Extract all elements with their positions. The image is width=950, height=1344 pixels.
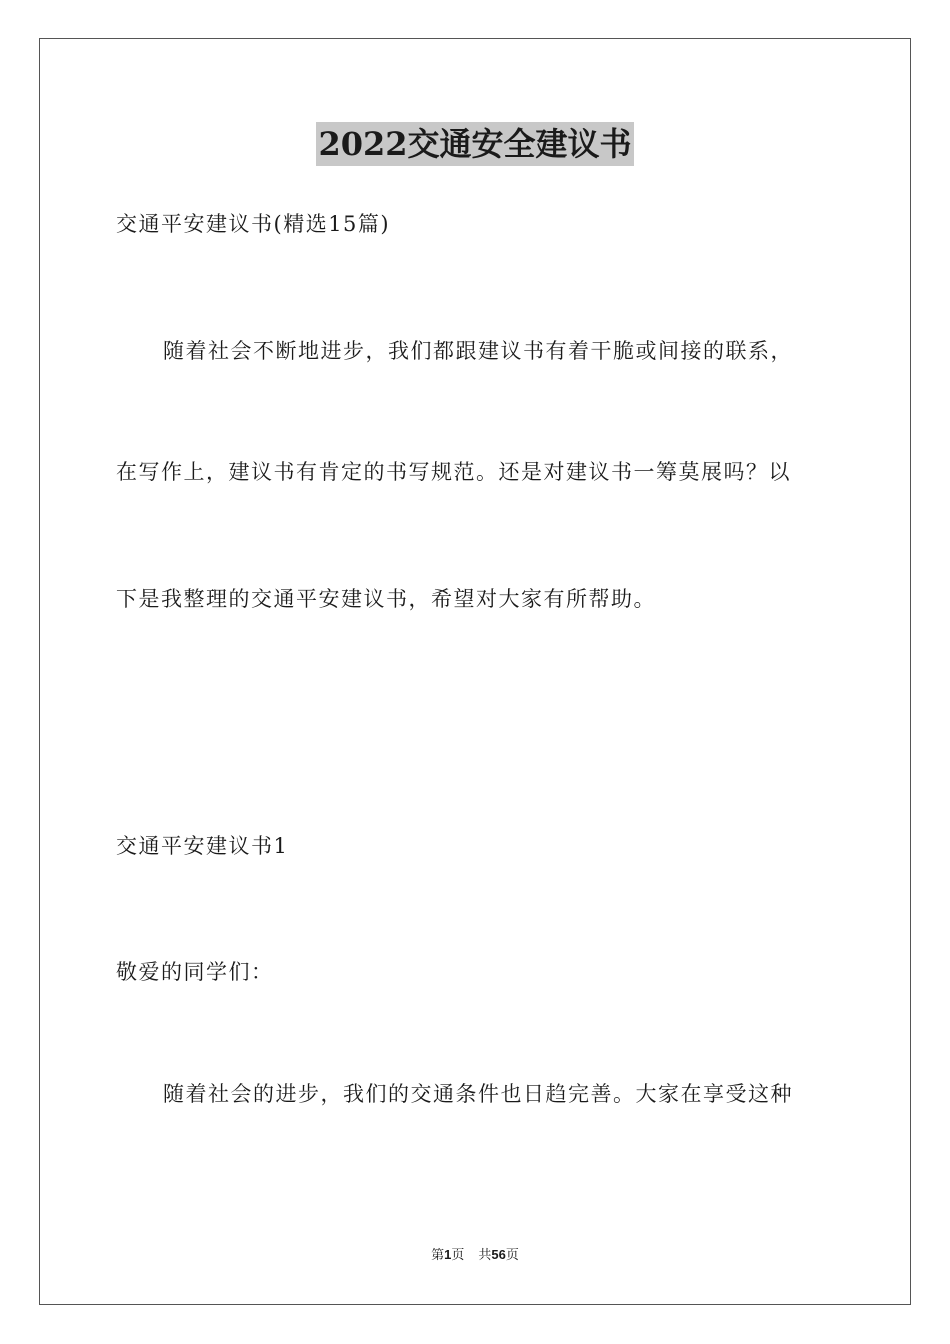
intro-line-2: 在写作上，建议书有肯定的书写规范。还是对建议书一筹莫展吗？以 <box>116 460 791 484</box>
body-line: 随着社会的进步，我们的交通条件也日趋完善。大家在享受这种 <box>163 1082 793 1106</box>
page-footer <box>0 1245 950 1266</box>
footer-total-pages: 56 <box>491 1247 506 1262</box>
section-heading: 交通平安建议书1 <box>116 834 289 858</box>
footer-page-prefix: 第 <box>431 1248 445 1263</box>
footer-total-suffix: 页 <box>505 1248 519 1263</box>
intro-line-3: 下是我整理的交通平安建议书，希望对大家有所帮助。 <box>116 587 656 611</box>
footer-page-number: 1 <box>444 1247 452 1262</box>
intro-line-1: 随着社会不断地进步，我们都跟建议书有着干脆或间接的联系， <box>163 339 793 363</box>
title-container <box>0 122 950 166</box>
footer-total-prefix: 共 <box>478 1248 492 1263</box>
footer-page-suffix: 页 <box>451 1248 465 1263</box>
document-subtitle: 交通平安建议书(精选15篇) <box>116 212 391 236</box>
document-title: 2022交通安全建议书 <box>316 122 633 166</box>
salutation: 敬爱的同学们： <box>116 960 274 984</box>
